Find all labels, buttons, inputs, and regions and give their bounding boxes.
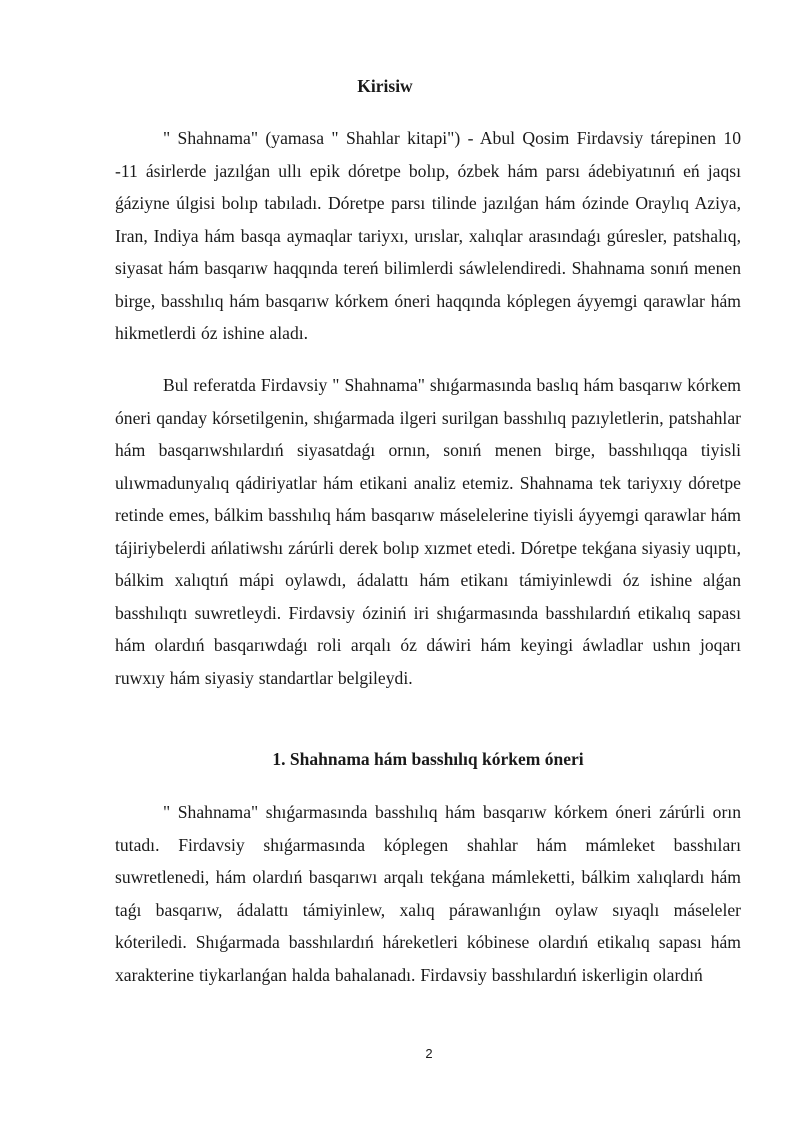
section-heading: 1. Shahnama hám basshılıq kórkem óneri bbox=[272, 749, 584, 769]
page-number: 2 bbox=[425, 1046, 433, 1061]
intro-paragraph-1: " Shahnama" (yamasa " Shahlar kitapi") - Abul Qosim Firdavsiy tárepinen 10 -11 ásirlerde jazılǵan ullı epik dóretpe bolıp, ózbek hám parsı ádebiyatınıń eń jaqsı ǵáziyne úlgisi bolıp tabıladı. Dóretpe parsı tilinde jazılǵan hám ózinde Oraylıq Aziya, Iran, Indiya hám basqa aymaqlar tariyxı, urıslar, xalıqlar arasındaǵı gúresler, patshalıq, siyasat hám basqarıw haqqında tereń bilimlerdi sáwlelendiredi. Shahnama sonıń menen birge, basshılıq hám basqarıw kórkem óneri haqqında kóplegen áyyemgi qarawlar hám hikmetlerdi óz ishine aladı. bbox=[115, 128, 741, 343]
section-paragraph: " Shahnama" shıǵarmasında basshılıq hám basqarıw kórkem óneri zárúrli orın tutadı. Firdavsiy shıǵarmasında kóplegen shahlar hám mámleket basshıları suwretlenedi, hám olardıń basqarıwı arqalı tekǵana mámleketti, bálkim xalıqlardı hám taǵı basqarıw, ádalattı támiyinlew, xalıq párawanlıǵın oylaw sıyaqlı máseleler kóteriledi. Shıǵarmada basshılardıń háreketleri kóbinese olardıń etikalıq sapası hám xarakterine tiykarlanǵan halda bahalanadı. Firdavsiy basshılardıń iskerligin olardıń bbox=[115, 802, 741, 985]
page-title: Kirisiw bbox=[357, 76, 413, 96]
intro-paragraph-2: Bul referatda Firdavsiy " Shahnama" shıǵarmasında baslıq hám basqarıw kórkem óneri qanday kórsetilgenin, shıǵarmada ilgeri surilgan basshılıq pazıyletlerin, patshahlar hám basqarıwshılardıń siyasatdaǵı ornın, sonıń menen birge, basshılıqqa tiyisli ulıwmadunyalıq qádiriyatlar hám etikani analiz etemiz. Shahnama tek tariyxıy dóretpe retinde emes, bálkim basshılıq hám basqarıw máselelerine tiyisli áyyemgi qarawlar hám tájiriybelerdi ańlatiwshı zárúrli derek bolıp xızmet etedi. Dóretpe tekǵana siyasiy uqıptı, bálkim xalıqtıń mápi oylawdı, ádalattı hám etikanı támiyinlewdi óz ishine alǵan basshılıqtı suwretleydi. Firdavsiy óziniń iri shıǵarmasında basshılardıń etikalıq sapası hám olardıń basqarıwdaǵı roli arqalı óz dáwiri hám keyingi áwladlar ushın joqarı ruwxıy hám siyasiy standartlar belgileydi. bbox=[115, 375, 741, 688]
